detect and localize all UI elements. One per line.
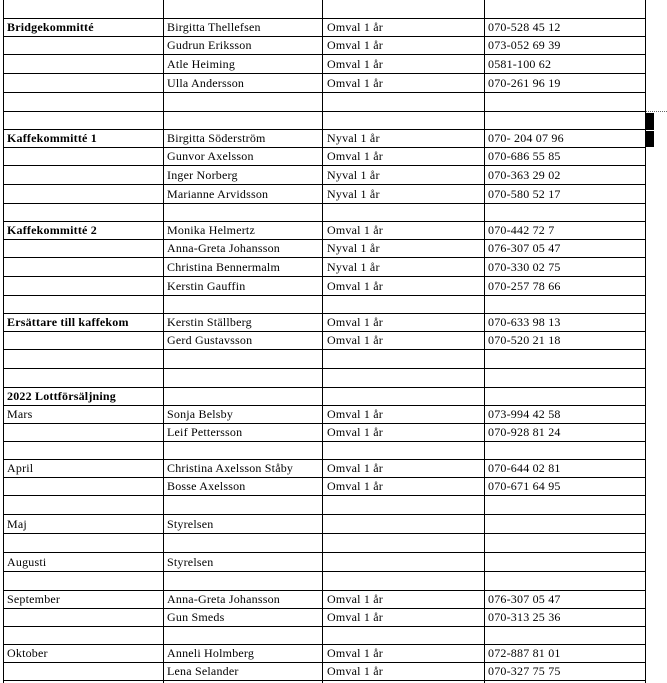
table-row (0, 331, 667, 349)
name-cell: Christina Bennermalm (167, 260, 280, 274)
table-row (0, 441, 667, 459)
election-cell: Omval 1 år (327, 646, 383, 660)
table-row (0, 644, 667, 662)
table-row (0, 73, 667, 92)
phone-cell: 070-686 55 85 (488, 149, 561, 163)
election-cell: Omval 1 år (327, 20, 383, 34)
election-cell: Omval 1 år (327, 38, 383, 52)
name-cell: Atle Heiming (167, 57, 236, 71)
group-cell: Oktober (7, 646, 48, 660)
name-cell: Anneli Holmberg (167, 646, 255, 660)
table-row (0, 590, 667, 608)
table-row (0, 313, 667, 331)
election-cell: Omval 1 år (327, 279, 383, 293)
election-cell: Omval 1 år (327, 407, 383, 421)
phone-cell: 076-307 05 47 (488, 241, 561, 255)
election-cell: Nyval 1 år (327, 187, 380, 201)
table-row (0, 0, 667, 18)
election-cell: Omval 1 år (327, 149, 383, 163)
table-row (0, 221, 667, 239)
phone-cell: 070-330 02 75 (488, 260, 561, 274)
table-row (0, 459, 667, 477)
table-row (0, 608, 667, 626)
group-cell: Kaffekommitté 1 (7, 131, 97, 145)
table-row (0, 423, 667, 441)
group-cell: April (7, 461, 34, 475)
name-cell: Anna-Greta Johansson (167, 241, 280, 255)
name-cell: Birgitta Thellefsen (167, 20, 261, 34)
table-row (0, 257, 667, 276)
table-row (0, 239, 667, 257)
table-row (0, 477, 667, 495)
name-cell: Leif Pettersson (167, 425, 243, 439)
name-cell: Monika Helmertz (167, 223, 255, 237)
margin-dotted-line (646, 111, 667, 112)
table-row (0, 18, 667, 36)
phone-cell: 070-363 29 02 (488, 168, 561, 182)
election-cell: Omval 1 år (327, 592, 383, 606)
phone-cell: 070-313 25 36 (488, 610, 561, 624)
phone-cell: 070-671 64 95 (488, 479, 561, 493)
name-cell: Kerstin Gauffin (167, 279, 246, 293)
table-row (0, 495, 667, 514)
election-cell: Omval 1 år (327, 76, 383, 90)
table-row (0, 129, 667, 147)
table-row (0, 184, 667, 203)
name-cell: Gudrun Eriksson (167, 38, 252, 52)
table-row (0, 514, 667, 533)
phone-cell: 070-644 02 81 (488, 461, 561, 475)
group-cell: September (7, 592, 61, 606)
election-cell: Nyval 1 år (327, 131, 380, 145)
phone-cell: 070-327 75 75 (488, 664, 561, 678)
table-row (0, 368, 667, 387)
name-cell: Marianne Arvidsson (167, 187, 269, 201)
table-row (0, 276, 667, 295)
table-row (0, 54, 667, 73)
group-cell: Mars (7, 407, 33, 421)
election-cell: Omval 1 år (327, 315, 383, 329)
election-cell: Nyval 1 år (327, 260, 380, 274)
phone-cell: 070-580 52 17 (488, 187, 561, 201)
phone-cell: 073-052 69 39 (488, 38, 561, 52)
phone-cell: 070- 204 07 96 (488, 131, 564, 145)
table-row (0, 626, 667, 644)
phone-cell: 070-261 96 19 (488, 76, 561, 90)
election-cell: Omval 1 år (327, 425, 383, 439)
table-row (0, 111, 667, 129)
table-row (0, 571, 667, 590)
phone-cell: 070-528 45 12 (488, 20, 561, 34)
group-cell: Maj (7, 517, 27, 531)
election-cell: Nyval 1 år (327, 241, 380, 255)
name-cell: Gerd Gustavsson (167, 333, 253, 347)
phone-cell: 070-442 72 7 (488, 223, 555, 237)
table-row (0, 387, 667, 405)
table-row (0, 92, 667, 111)
election-cell: Omval 1 år (327, 610, 383, 624)
name-cell: Christina Axelsson Ståby (167, 461, 294, 475)
phone-cell: 072-887 81 01 (488, 646, 561, 660)
group-cell: Bridgekommitté (7, 20, 94, 34)
phone-cell: 0581-100 62 (488, 57, 552, 71)
election-cell: Nyval 1 år (327, 168, 380, 182)
group-cell: 2022 Lottförsäljning (7, 389, 116, 403)
name-cell: Styrelsen (167, 555, 214, 569)
group-cell: Kaffekommitté 2 (7, 223, 97, 237)
table-row (0, 36, 667, 54)
election-cell: Omval 1 år (327, 57, 383, 71)
group-cell: Ersättare till kaffekom (7, 315, 129, 329)
phone-cell: 070-928 81 24 (488, 425, 561, 439)
name-cell: Inger Norberg (167, 168, 238, 182)
name-cell: Kerstin Ställberg (167, 315, 252, 329)
table-row (0, 533, 667, 552)
phone-cell: 070-257 78 66 (488, 279, 561, 293)
name-cell: Ulla Andersson (167, 76, 245, 90)
table-row (0, 349, 667, 368)
name-cell: Birgitta Söderström (167, 131, 266, 145)
phone-cell: 070-633 98 13 (488, 315, 561, 329)
name-cell: Sonja Belsby (167, 407, 234, 421)
table-row (0, 165, 667, 184)
election-cell: Omval 1 år (327, 479, 383, 493)
election-cell: Omval 1 år (327, 223, 383, 237)
table-row (0, 662, 667, 680)
table-row (0, 203, 667, 221)
name-cell: Bosse Axelsson (167, 479, 246, 493)
table-row (0, 552, 667, 571)
election-cell: Omval 1 år (327, 461, 383, 475)
name-cell: Gun Smeds (167, 610, 225, 624)
row-border (3, 680, 645, 681)
margin-marker-top (645, 113, 654, 130)
election-cell: Omval 1 år (327, 333, 383, 347)
table-row (0, 147, 667, 165)
election-cell: Omval 1 år (327, 664, 383, 678)
name-cell: Styrelsen (167, 517, 214, 531)
phone-cell: 070-520 21 18 (488, 333, 561, 347)
table-row (0, 295, 667, 313)
group-cell: Augusti (7, 555, 47, 569)
phone-cell: 076-307 05 47 (488, 592, 561, 606)
table-row (0, 405, 667, 423)
name-cell: Gunvor Axelsson (167, 149, 254, 163)
name-cell: Anna-Greta Johansson (167, 592, 280, 606)
phone-cell: 073-994 42 58 (488, 407, 561, 421)
margin-marker-bottom (645, 131, 654, 147)
name-cell: Lena Selander (167, 664, 239, 678)
